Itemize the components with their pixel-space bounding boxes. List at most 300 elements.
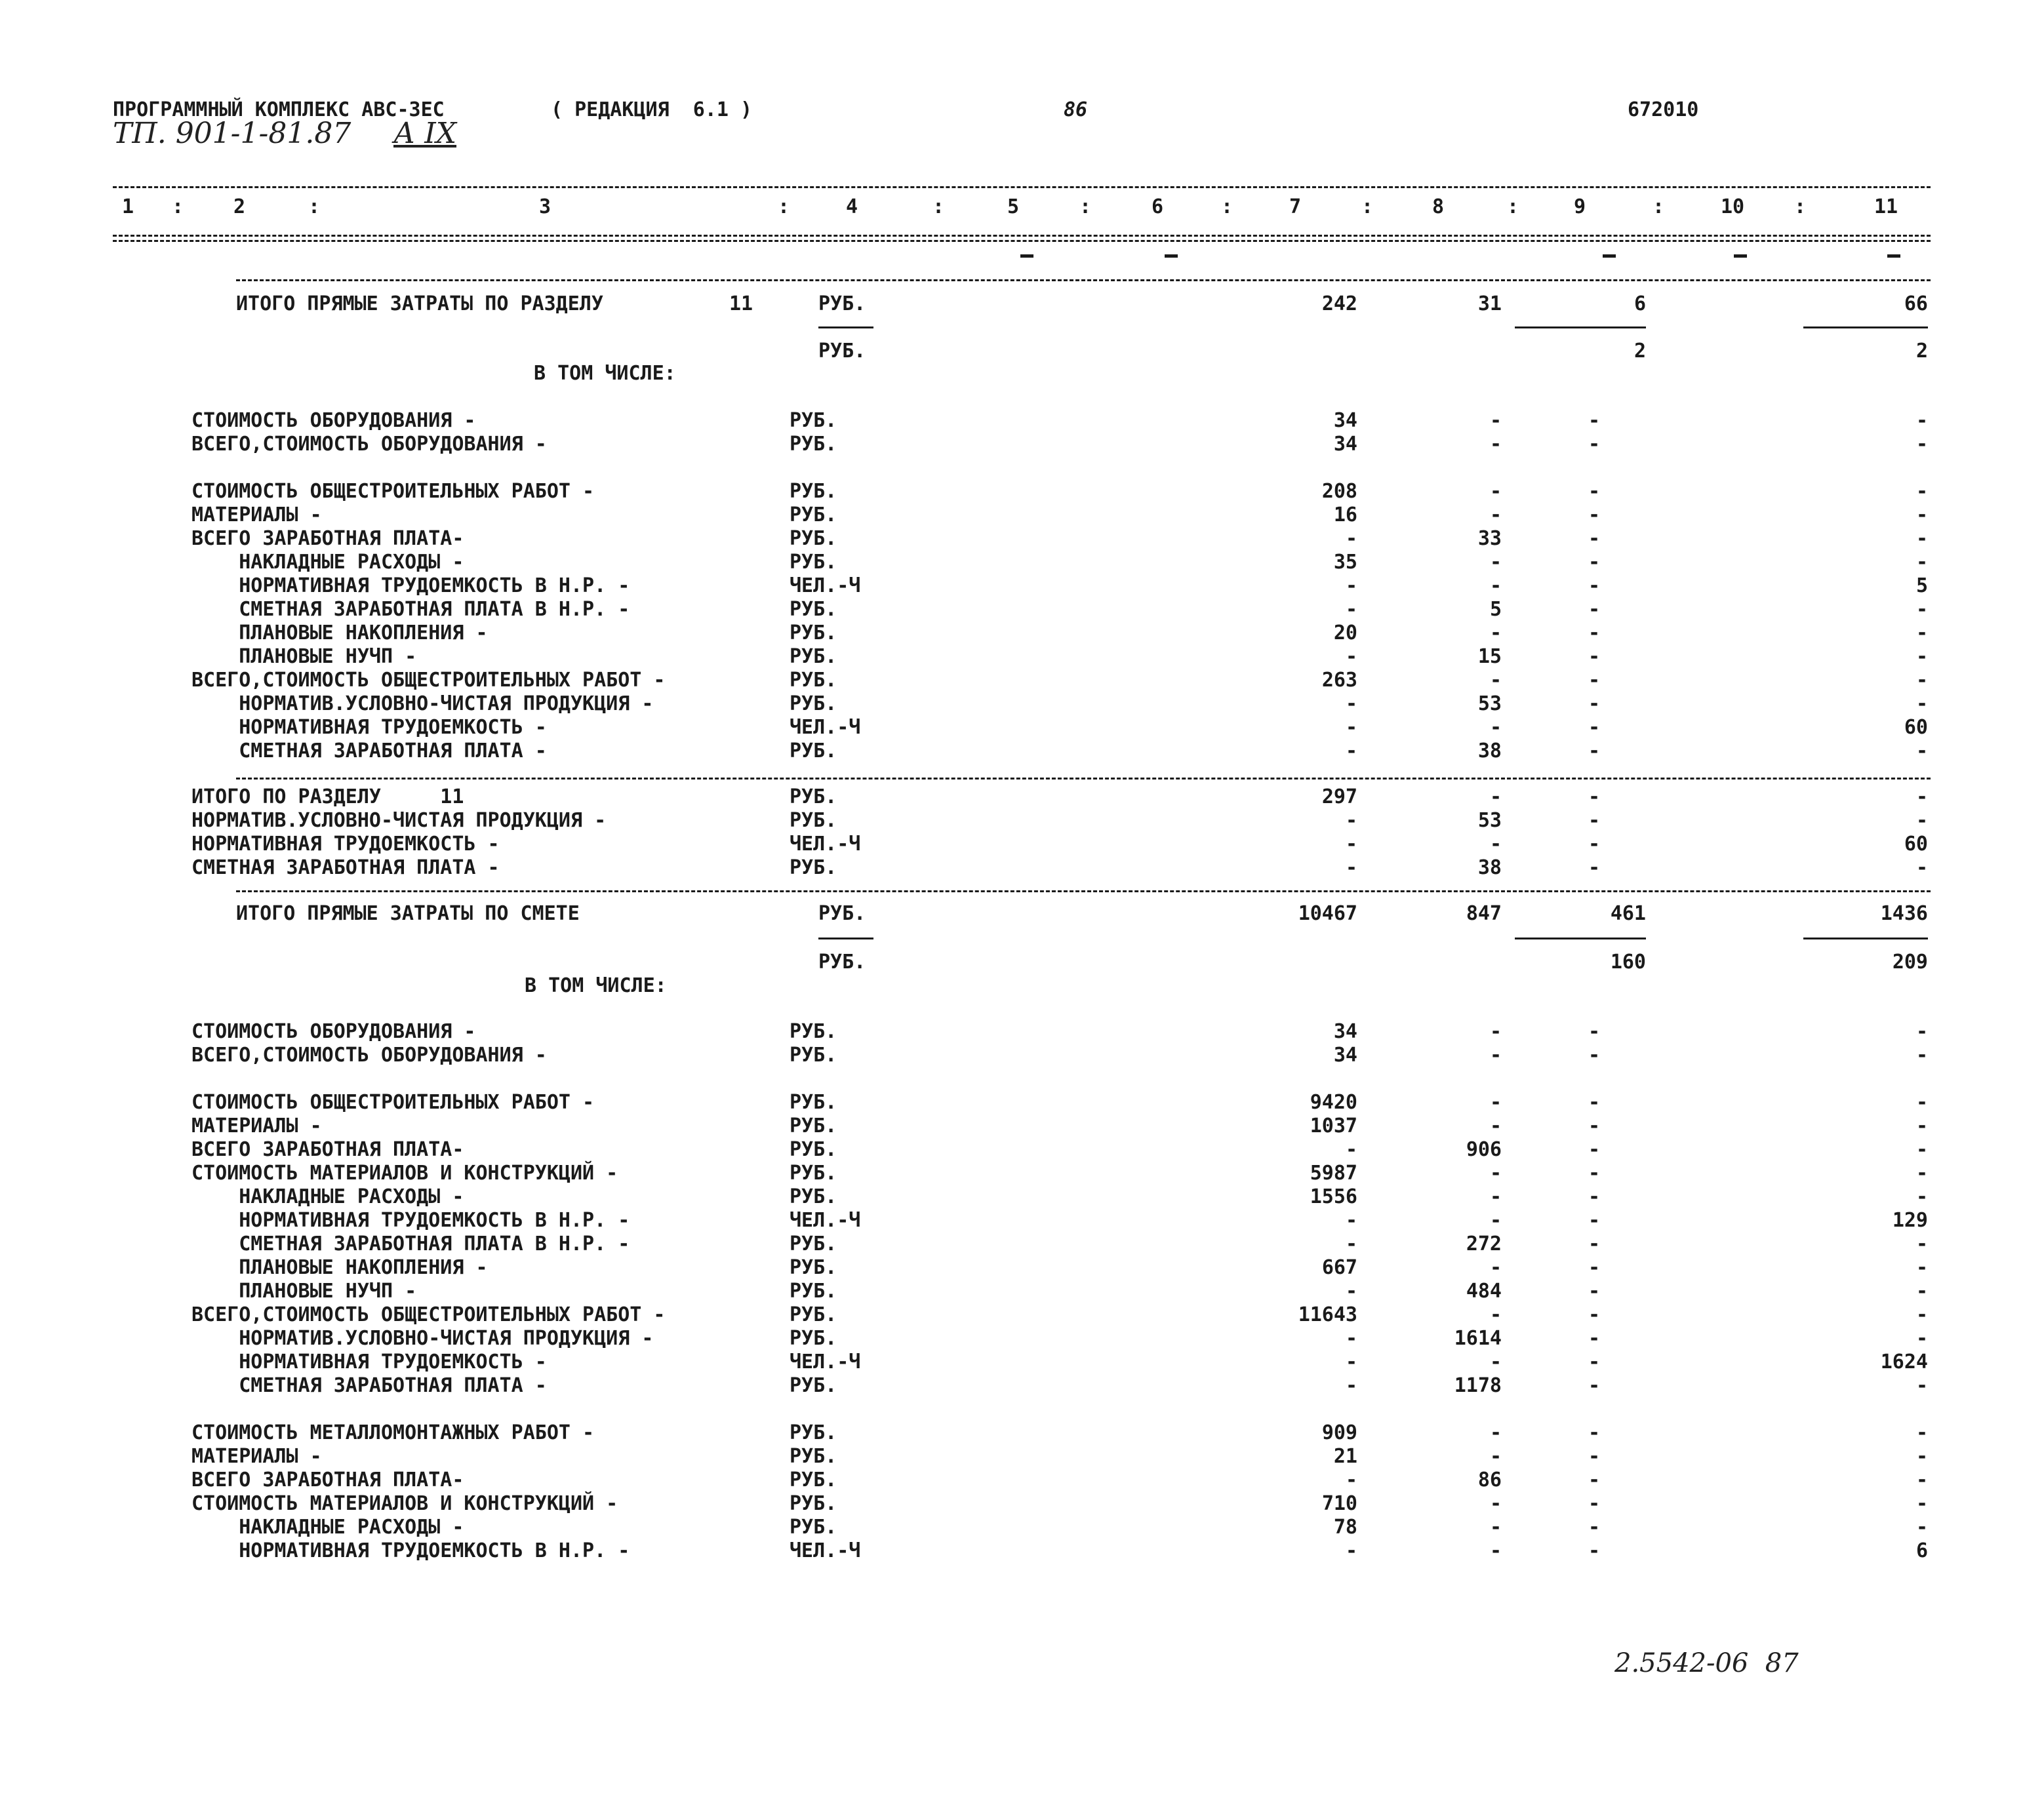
cell-c7: -	[1345, 716, 1357, 739]
row-label: ВСЕГО ЗАРАБОТНАЯ ПЛАТА-	[191, 1469, 464, 1491]
cell-c7: 263	[1321, 669, 1357, 692]
cell-c7: 667	[1321, 1256, 1357, 1279]
cell-c11: -	[1915, 1303, 1928, 1326]
cell-c7: 35	[1333, 551, 1357, 574]
cell-c7: 9420	[1310, 1091, 1357, 1114]
cell-c9: -	[1588, 504, 1600, 526]
cell-c8: -	[1489, 1539, 1502, 1562]
cell-c8: -	[1489, 1492, 1502, 1515]
row-label: ПЛАНОВЫЕ НУЧП -	[191, 1280, 417, 1303]
row-unit: РУБ.	[790, 1138, 837, 1161]
column-number: 1	[122, 195, 134, 218]
cell-c11: 5	[1915, 574, 1928, 597]
cell-c8: -	[1489, 1044, 1502, 1067]
cell-c9: -	[1588, 1138, 1600, 1161]
cell-c7: -	[1345, 1209, 1357, 1232]
row-unit: РУБ.	[790, 1445, 837, 1468]
row-label: НОРМАТИВНАЯ ТРУДОЕМКОСТЬ В Н.Р. -	[191, 1209, 630, 1232]
cell-c9: -	[1588, 1209, 1600, 1232]
row-label: СМЕТНАЯ ЗАРАБОТНАЯ ПЛАТА -	[191, 1374, 547, 1397]
cell-c8: -	[1489, 716, 1502, 739]
cell-c9: -	[1588, 1303, 1600, 1326]
estimate-c9-underline	[1515, 938, 1646, 939]
estimate-sub-c9: 160	[1610, 951, 1646, 974]
cell-c11: 60	[1904, 833, 1928, 856]
cell-c9: -	[1588, 692, 1600, 715]
cell-c11: -	[1915, 1138, 1928, 1161]
row-label: ПЛАНОВЫЕ НАКОПЛЕНИЯ -	[191, 1256, 488, 1279]
cell-c8: -	[1489, 1091, 1502, 1114]
row-label: ВСЕГО,СТОИМОСТЬ ОБЩЕСТРОИТЕЛЬНЫХ РАБОТ -	[191, 669, 666, 692]
cell-c9: -	[1588, 409, 1600, 432]
row-unit: ЧЕЛ.-Ч	[790, 716, 861, 739]
row-label: НОРМАТИВНАЯ ТРУДОЕМКОСТЬ В Н.Р. -	[191, 1539, 630, 1562]
cell-c11: -	[1915, 740, 1928, 762]
cell-c8: -	[1489, 1020, 1502, 1043]
cell-c9: -	[1588, 1374, 1600, 1397]
section-total-c7: 242	[1321, 292, 1357, 315]
column-separator: :	[308, 195, 321, 218]
column-header-rule	[113, 235, 1931, 237]
cell-c9: -	[1588, 551, 1600, 574]
row-unit: РУБ.	[790, 1421, 837, 1444]
cell-c9: -	[1588, 622, 1600, 644]
estimate-including-label: В ТОМ ЧИСЛЕ:	[525, 974, 667, 997]
section-sub-unit: РУБ.	[818, 340, 866, 363]
cell-c7: 710	[1321, 1492, 1357, 1515]
row-label: СТОИМОСТЬ МЕТАЛЛОМОНТАЖНЫХ РАБОТ -	[191, 1421, 595, 1444]
row-label: МАТЕРИАЛЫ -	[191, 1445, 322, 1468]
dash-col9	[1603, 254, 1616, 258]
cell-c9: -	[1588, 856, 1600, 879]
row-unit: ЧЕЛ.-Ч	[790, 1209, 861, 1232]
estimate-unit-underline	[818, 938, 873, 939]
row-label: ПЛАНОВЫЕ НУЧП -	[191, 645, 417, 668]
cell-c8: -	[1489, 433, 1502, 456]
cell-c11: -	[1915, 1516, 1928, 1539]
cell-c11: -	[1915, 785, 1928, 808]
section-total-label: ИТОГО ПРЯМЫЕ ЗАТРАТЫ ПО РАЗДЕЛУ	[236, 292, 603, 315]
unit-underline	[818, 326, 873, 328]
cell-c11: 6	[1915, 1539, 1928, 1562]
row-label: НОРМАТИВНАЯ ТРУДОЕМКОСТЬ -	[191, 833, 500, 856]
row-unit: ЧЕЛ.-Ч	[790, 574, 861, 597]
column-separator: :	[172, 195, 184, 218]
doc-reference: ТП. 901-1-81.87	[113, 117, 351, 150]
cell-c11: -	[1915, 598, 1928, 621]
cell-c7: 34	[1333, 433, 1357, 456]
cell-c11: -	[1915, 1233, 1928, 1255]
cell-c7: -	[1345, 1351, 1357, 1373]
row-unit: РУБ.	[790, 1374, 837, 1397]
cell-c9: -	[1588, 645, 1600, 668]
cell-c9: -	[1588, 1162, 1600, 1185]
cell-c9: -	[1588, 1044, 1600, 1067]
row-unit: РУБ.	[790, 809, 837, 832]
row-label: ВСЕГО,СТОИМОСТЬ ОБЩЕСТРОИТЕЛЬНЫХ РАБОТ -	[191, 1303, 666, 1326]
cell-c7: 34	[1333, 1044, 1357, 1067]
cell-c9: -	[1588, 1445, 1600, 1468]
cell-c9: -	[1588, 1327, 1600, 1350]
column-number: 2	[233, 195, 246, 218]
cell-c7: -	[1345, 833, 1357, 856]
cell-c11: -	[1915, 1469, 1928, 1491]
cell-c9: -	[1588, 1280, 1600, 1303]
cell-c9: -	[1588, 716, 1600, 739]
including-label: В ТОМ ЧИСЛЕ:	[534, 362, 676, 385]
column-number: 9	[1574, 195, 1586, 218]
cell-c9: -	[1588, 1421, 1600, 1444]
cell-c11: -	[1915, 1091, 1928, 1114]
archive-stamp: 2.5542-06 87	[1614, 1648, 1799, 1678]
cell-c9: -	[1588, 1185, 1600, 1208]
cell-c7: 21	[1333, 1445, 1357, 1468]
cell-c11: -	[1915, 622, 1928, 644]
cell-c7: 11643	[1298, 1303, 1357, 1326]
row-label: СТОИМОСТЬ ОБОРУДОВАНИЯ -	[191, 1020, 476, 1043]
cell-c7: -	[1345, 1233, 1357, 1255]
section-sub-c11: 2	[1915, 340, 1928, 363]
column-number: 10	[1721, 195, 1745, 218]
column-number: 6	[1152, 195, 1164, 218]
cell-c8: -	[1489, 1162, 1502, 1185]
row-label: СМЕТНАЯ ЗАРАБОТНАЯ ПЛАТА -	[191, 856, 500, 879]
row-unit: РУБ.	[790, 1256, 837, 1279]
estimate-c11-underline	[1803, 938, 1928, 939]
row-unit: РУБ.	[790, 504, 837, 526]
edition-label: ( РЕДАКЦИЯ 6.1 )	[551, 98, 753, 121]
cell-c11: 129	[1892, 1209, 1928, 1232]
estimate-total-unit: РУБ.	[818, 902, 866, 925]
section-total-c9: 6	[1633, 292, 1646, 315]
cell-c9: -	[1588, 809, 1600, 832]
cell-c8: -	[1489, 1445, 1502, 1468]
cell-c7: -	[1345, 692, 1357, 715]
row-unit: РУБ.	[790, 1162, 837, 1185]
cell-c8: -	[1489, 1256, 1502, 1279]
cell-c8: 86	[1477, 1469, 1502, 1491]
album-number: А IX	[393, 117, 457, 150]
cell-c8: -	[1489, 480, 1502, 503]
cell-c9: -	[1588, 740, 1600, 762]
document-code: 672010	[1628, 98, 1699, 121]
row-unit: РУБ.	[790, 1492, 837, 1515]
estimate-rule	[236, 890, 1931, 892]
cell-c8: 38	[1477, 856, 1502, 879]
cell-c11: -	[1915, 409, 1928, 432]
cell-c9: -	[1588, 527, 1600, 550]
cell-c9: -	[1588, 574, 1600, 597]
row-label: ИТОГО ПО РАЗДЕЛУ 11	[191, 785, 464, 808]
cell-c7: 16	[1333, 504, 1357, 526]
column-separator: :	[1079, 195, 1092, 218]
cell-c7: 909	[1321, 1421, 1357, 1444]
row-label: НОРМАТИВ.УСЛОВНО-ЧИСТАЯ ПРОДУКЦИЯ -	[191, 1327, 654, 1350]
cell-c8: -	[1489, 1351, 1502, 1373]
row-label: ПЛАНОВЫЕ НАКОПЛЕНИЯ -	[191, 622, 488, 644]
dash-col5	[1020, 254, 1033, 258]
row-unit: ЧЕЛ.-Ч	[790, 833, 861, 856]
cell-c11: -	[1915, 1256, 1928, 1279]
cell-c8: -	[1489, 1516, 1502, 1539]
row-unit: РУБ.	[790, 1469, 837, 1491]
c11-underline	[1803, 326, 1928, 328]
cell-c9: -	[1588, 785, 1600, 808]
row-label: НОРМАТИВ.УСЛОВНО-ЧИСТАЯ ПРОДУКЦИЯ -	[191, 692, 654, 715]
row-unit: РУБ.	[790, 692, 837, 715]
cell-c11: -	[1915, 1185, 1928, 1208]
row-unit: РУБ.	[790, 1091, 837, 1114]
cell-c9: -	[1588, 1516, 1600, 1539]
estimate-sub-unit: РУБ.	[818, 951, 866, 974]
row-label: СМЕТНАЯ ЗАРАБОТНАЯ ПЛАТА В Н.Р. -	[191, 598, 630, 621]
cell-c8: 5	[1489, 598, 1502, 621]
cell-c9: -	[1588, 1091, 1600, 1114]
column-number: 11	[1874, 195, 1898, 218]
row-unit: РУБ.	[790, 433, 837, 456]
row-unit: РУБ.	[790, 740, 837, 762]
cell-c9: -	[1588, 1233, 1600, 1255]
cell-c8: -	[1489, 1303, 1502, 1326]
cell-c8: -	[1489, 833, 1502, 856]
cell-c8: 33	[1477, 527, 1502, 550]
cell-c7: 78	[1333, 1516, 1357, 1539]
cell-c7: -	[1345, 1327, 1357, 1350]
cell-c8: -	[1489, 574, 1502, 597]
column-separator: :	[1653, 195, 1665, 218]
row-label: НОРМАТИВ.УСЛОВНО-ЧИСТАЯ ПРОДУКЦИЯ -	[191, 809, 607, 832]
program-title: ПРОГРАММНЫЙ КОМПЛЕКС АВС-ЗЕС	[113, 98, 445, 121]
cell-c11: -	[1915, 1421, 1928, 1444]
row-label: СТОИМОСТЬ ОБЩЕСТРОИТЕЛЬНЫХ РАБОТ -	[191, 1091, 595, 1114]
cell-c7: 1037	[1310, 1115, 1357, 1137]
cell-c7: -	[1345, 574, 1357, 597]
row-unit: РУБ.	[790, 785, 837, 808]
row-label: ВСЕГО,СТОИМОСТЬ ОБОРУДОВАНИЯ -	[191, 1044, 547, 1067]
dash-col11	[1887, 254, 1900, 258]
row-label: НАКЛАДНЫЕ РАСХОДЫ -	[191, 1185, 464, 1208]
section-total-unit: РУБ.	[818, 292, 866, 315]
cell-c7: 5987	[1310, 1162, 1357, 1185]
row-label: СТОИМОСТЬ ОБОРУДОВАНИЯ -	[191, 409, 476, 432]
page-number: 86	[1064, 98, 1088, 121]
cell-c7: -	[1345, 1539, 1357, 1562]
cell-c7: -	[1345, 809, 1357, 832]
cell-c8: -	[1489, 669, 1502, 692]
cell-c9: -	[1588, 1539, 1600, 1562]
column-separator: :	[1221, 195, 1233, 218]
row-unit: РУБ.	[790, 480, 837, 503]
cell-c7: -	[1345, 645, 1357, 668]
row-unit: РУБ.	[790, 409, 837, 432]
c9-underline	[1515, 326, 1646, 328]
cell-c7: -	[1345, 1374, 1357, 1397]
column-separator: :	[1361, 195, 1374, 218]
row-unit: РУБ.	[790, 1044, 837, 1067]
row-unit: РУБ.	[790, 1185, 837, 1208]
cell-c11: -	[1915, 1020, 1928, 1043]
cell-c11: -	[1915, 1492, 1928, 1515]
row-label: НОРМАТИВНАЯ ТРУДОЕМКОСТЬ -	[191, 716, 547, 739]
cell-c9: -	[1588, 1469, 1600, 1491]
row-label: ВСЕГО ЗАРАБОТНАЯ ПЛАТА-	[191, 527, 464, 550]
cell-c11: -	[1915, 692, 1928, 715]
column-number: 4	[846, 195, 858, 218]
row-unit: РУБ.	[790, 645, 837, 668]
cell-c9: -	[1588, 1256, 1600, 1279]
cell-c11: -	[1915, 1374, 1928, 1397]
cell-c7: 1556	[1310, 1185, 1357, 1208]
cell-c8: -	[1489, 409, 1502, 432]
cell-c11: -	[1915, 645, 1928, 668]
row-label: СТОИМОСТЬ МАТЕРИАЛОВ И КОНСТРУКЦИЙ -	[191, 1492, 618, 1515]
row-unit: РУБ.	[790, 1233, 837, 1255]
cell-c9: -	[1588, 669, 1600, 692]
cell-c11: -	[1915, 504, 1928, 526]
column-number: 5	[1007, 195, 1020, 218]
row-label: СТОИМОСТЬ ОБЩЕСТРОИТЕЛЬНЫХ РАБОТ -	[191, 480, 595, 503]
cell-c8: -	[1489, 1115, 1502, 1137]
cell-c8: 1178	[1454, 1374, 1502, 1397]
cell-c8: 15	[1477, 645, 1502, 668]
column-separator: :	[1794, 195, 1807, 218]
cell-c7: -	[1345, 1280, 1357, 1303]
cell-c7: -	[1345, 598, 1357, 621]
cell-c11: -	[1915, 433, 1928, 456]
cell-c11: -	[1915, 1280, 1928, 1303]
cell-c11: -	[1915, 669, 1928, 692]
section-rule	[236, 279, 1931, 281]
row-label: СТОИМОСТЬ МАТЕРИАЛОВ И КОНСТРУКЦИЙ -	[191, 1162, 618, 1185]
cell-c7: -	[1345, 740, 1357, 762]
cell-c11: 1624	[1880, 1351, 1928, 1373]
estimate-sub-c11: 209	[1892, 951, 1928, 974]
row-unit: ЧЕЛ.-Ч	[790, 1351, 861, 1373]
row-unit: ЧЕЛ.-Ч	[790, 1539, 861, 1562]
cell-c8: -	[1489, 622, 1502, 644]
cell-c11: -	[1915, 527, 1928, 550]
cell-c8: -	[1489, 1209, 1502, 1232]
row-label: НОРМАТИВНАЯ ТРУДОЕМКОСТЬ В Н.Р. -	[191, 574, 630, 597]
dash-col6	[1165, 254, 1178, 258]
estimate-total-c8: 847	[1466, 902, 1502, 925]
cell-c11: -	[1915, 809, 1928, 832]
cell-c9: -	[1588, 833, 1600, 856]
row-unit: РУБ.	[790, 598, 837, 621]
cell-c9: -	[1588, 598, 1600, 621]
cell-c8: -	[1489, 1421, 1502, 1444]
row-unit: РУБ.	[790, 669, 837, 692]
row-label: МАТЕРИАЛЫ -	[191, 504, 322, 526]
cell-c11: -	[1915, 1115, 1928, 1137]
row-unit: РУБ.	[790, 1020, 837, 1043]
cell-c8: 906	[1466, 1138, 1502, 1161]
cell-c9: -	[1588, 1351, 1600, 1373]
table-top-rule	[113, 186, 1931, 188]
cell-c8: 272	[1466, 1233, 1502, 1255]
row-unit: РУБ.	[790, 1280, 837, 1303]
cell-c8: -	[1489, 1185, 1502, 1208]
row-unit: РУБ.	[790, 1115, 837, 1137]
row-unit: РУБ.	[790, 551, 837, 574]
row-label: НАКЛАДНЫЕ РАСХОДЫ -	[191, 551, 464, 574]
section-total-c11: 66	[1904, 292, 1928, 315]
column-header-rule-2	[113, 240, 1931, 242]
cell-c11: -	[1915, 856, 1928, 879]
section-number: 11	[729, 292, 753, 315]
dash-col10	[1734, 254, 1747, 258]
cell-c7: -	[1345, 527, 1357, 550]
column-number: 8	[1432, 195, 1445, 218]
cell-c8: -	[1489, 551, 1502, 574]
row-label: СМЕТНАЯ ЗАРАБОТНАЯ ПЛАТА -	[191, 740, 547, 762]
cell-c7: 34	[1333, 409, 1357, 432]
cell-c11: -	[1915, 1327, 1928, 1350]
section-total-c8: 31	[1477, 292, 1502, 315]
section-end-rule	[236, 778, 1931, 780]
section-sub-c9: 2	[1633, 340, 1646, 363]
row-unit: РУБ.	[790, 1327, 837, 1350]
cell-c8: 53	[1477, 692, 1502, 715]
row-unit: РУБ.	[790, 527, 837, 550]
row-unit: РУБ.	[790, 1303, 837, 1326]
cell-c11: -	[1915, 551, 1928, 574]
cell-c9: -	[1588, 433, 1600, 456]
column-number: 7	[1289, 195, 1302, 218]
row-label: СМЕТНАЯ ЗАРАБОТНАЯ ПЛАТА В Н.Р. -	[191, 1233, 630, 1255]
row-unit: РУБ.	[790, 1516, 837, 1539]
cell-c8: 1614	[1454, 1327, 1502, 1350]
cell-c8: 484	[1466, 1280, 1502, 1303]
estimate-total-c9: 461	[1610, 902, 1646, 925]
cell-c9: -	[1588, 1020, 1600, 1043]
column-separator: :	[932, 195, 945, 218]
cell-c11: 60	[1904, 716, 1928, 739]
cell-c11: -	[1915, 1162, 1928, 1185]
cell-c9: -	[1588, 1115, 1600, 1137]
cell-c9: -	[1588, 1492, 1600, 1515]
cell-c11: -	[1915, 480, 1928, 503]
row-label: МАТЕРИАЛЫ -	[191, 1115, 322, 1137]
cell-c8: 38	[1477, 740, 1502, 762]
cell-c7: 208	[1321, 480, 1357, 503]
estimate-total-label: ИТОГО ПРЯМЫЕ ЗАТРАТЫ ПО СМЕТЕ	[236, 902, 580, 925]
cell-c11: -	[1915, 1044, 1928, 1067]
estimate-total-c7: 10467	[1298, 902, 1357, 925]
cell-c8: 53	[1477, 809, 1502, 832]
cell-c8: -	[1489, 785, 1502, 808]
row-label: НАКЛАДНЫЕ РАСХОДЫ -	[191, 1516, 464, 1539]
cell-c7: 20	[1333, 622, 1357, 644]
row-label: ВСЕГО,СТОИМОСТЬ ОБОРУДОВАНИЯ -	[191, 433, 547, 456]
row-label: НОРМАТИВНАЯ ТРУДОЕМКОСТЬ -	[191, 1351, 547, 1373]
column-number: 3	[539, 195, 551, 218]
cell-c7: 34	[1333, 1020, 1357, 1043]
row-unit: РУБ.	[790, 622, 837, 644]
cell-c7: -	[1345, 1138, 1357, 1161]
row-label: ВСЕГО ЗАРАБОТНАЯ ПЛАТА-	[191, 1138, 464, 1161]
cell-c7: 297	[1321, 785, 1357, 808]
column-separator: :	[1507, 195, 1519, 218]
cell-c7: -	[1345, 1469, 1357, 1491]
cell-c8: -	[1489, 504, 1502, 526]
estimate-total-c11: 1436	[1880, 902, 1928, 925]
cell-c7: -	[1345, 856, 1357, 879]
cell-c11: -	[1915, 1445, 1928, 1468]
cell-c9: -	[1588, 480, 1600, 503]
row-unit: РУБ.	[790, 856, 837, 879]
column-separator: :	[778, 195, 790, 218]
